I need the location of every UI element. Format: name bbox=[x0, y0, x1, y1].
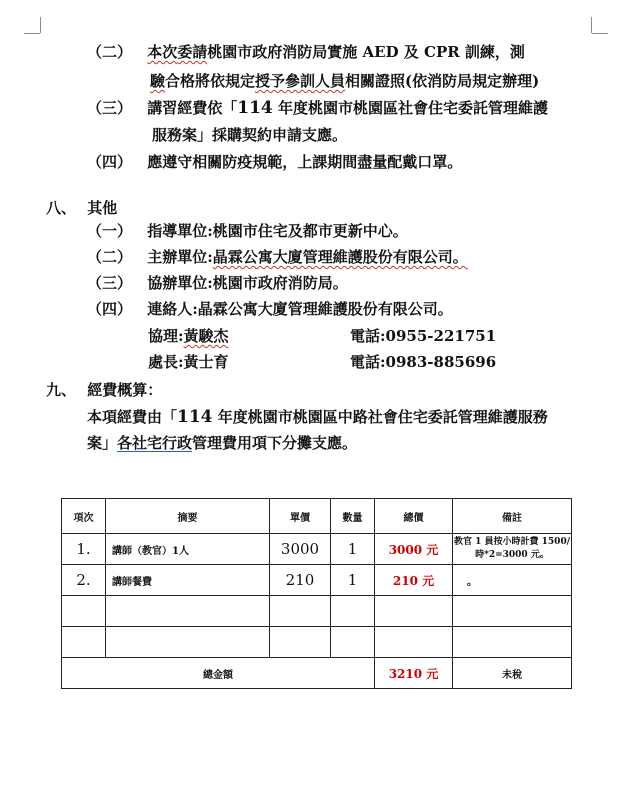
header-total: 總價 bbox=[375, 499, 453, 534]
row-description: 講師餐費 bbox=[106, 565, 270, 596]
header-quantity: 數量 bbox=[331, 499, 375, 534]
row-total: 210 元 bbox=[375, 565, 453, 596]
header-unit-price: 單價 bbox=[270, 499, 331, 534]
contact-row-1: 協理:黃駿杰 bbox=[148, 327, 229, 345]
section8-item-4: （四） 連絡人:晶霖公寓大廈管理維護股份有限公司。 bbox=[87, 300, 453, 318]
table-row bbox=[62, 565, 572, 596]
header-description: 摘要 bbox=[106, 499, 270, 534]
contact-row-2: 處長:黃士育 bbox=[148, 353, 229, 371]
contact-phone-1: 電話:0955-221751 bbox=[350, 327, 497, 345]
crop-mark-top-right bbox=[591, 17, 592, 33]
section8-heading: 八、 其他 bbox=[46, 199, 118, 217]
section9-paragraph-line-2: 案」各社宅行政管理費用項下分攤支應。 bbox=[87, 434, 358, 452]
header-item-no: 項次 bbox=[62, 499, 106, 534]
row-remarks: 。 bbox=[453, 565, 572, 596]
crop-mark-top-right bbox=[592, 33, 608, 34]
table-row-empty bbox=[62, 627, 572, 658]
section8-item-1: （一） 指導單位:桃園市住宅及都市更新中心。 bbox=[87, 222, 408, 240]
crop-mark-top-left bbox=[24, 33, 40, 34]
total-label: 總金額 bbox=[62, 658, 375, 689]
section8-item-3: （三） 協辦單位:桃園市政府消防局。 bbox=[87, 274, 348, 292]
header-remarks: 備註 bbox=[453, 499, 572, 534]
contact-phone-2: 電話:0983-885696 bbox=[350, 353, 497, 371]
crop-mark-top-left bbox=[40, 17, 41, 33]
section7-item-2: （二） 本次委請桃園市政府消防局實施 AED 及 CPR 訓練，測 bbox=[87, 43, 525, 61]
table-row-empty bbox=[62, 596, 572, 627]
table-row bbox=[62, 534, 572, 565]
row-quantity: 1 bbox=[331, 565, 375, 596]
row-item-no: 1. bbox=[62, 534, 106, 565]
table-header-row bbox=[62, 499, 572, 534]
budget-table bbox=[61, 498, 572, 689]
section9-heading: 九、 經費概算： bbox=[46, 381, 163, 399]
section7-item-3: （三） 講習經費依「114 年度桃園市桃園區社會住宅委託管理維護 bbox=[87, 98, 548, 118]
total-value: 3210 元 bbox=[375, 658, 453, 689]
section9-paragraph-line-1: 本項經費由「114 年度桃園市桃園區中路社會住宅委託管理維護服務 bbox=[87, 407, 548, 427]
row-description: 講師（教官）1人 bbox=[106, 534, 270, 565]
row-quantity: 1 bbox=[331, 534, 375, 565]
section7-item-2-cont: 驗合格將依規定授予參訓人員相關證照(依消防局規定辦理) bbox=[150, 72, 540, 90]
section8-item-2: （二） 主辦單位:晶霖公寓大廈管理維護股份有限公司。 bbox=[87, 248, 468, 266]
tax-note: 未稅 bbox=[453, 658, 572, 689]
section7-item-4: （四） 應遵守相關防疫規範，上課期間盡量配戴口罩。 bbox=[87, 153, 463, 171]
section7-item-3-cont: 服務案」採購契約申請支應。 bbox=[152, 126, 348, 144]
row-item-no: 2. bbox=[62, 565, 106, 596]
row-unit-price: 3000 bbox=[270, 534, 331, 565]
row-unit-price: 210 bbox=[270, 565, 331, 596]
row-remarks: 教官 1 員按小時計費 1500/時*2=3000 元。 bbox=[453, 534, 572, 565]
table-total-row bbox=[62, 658, 572, 689]
row-total: 3000 元 bbox=[375, 534, 453, 565]
